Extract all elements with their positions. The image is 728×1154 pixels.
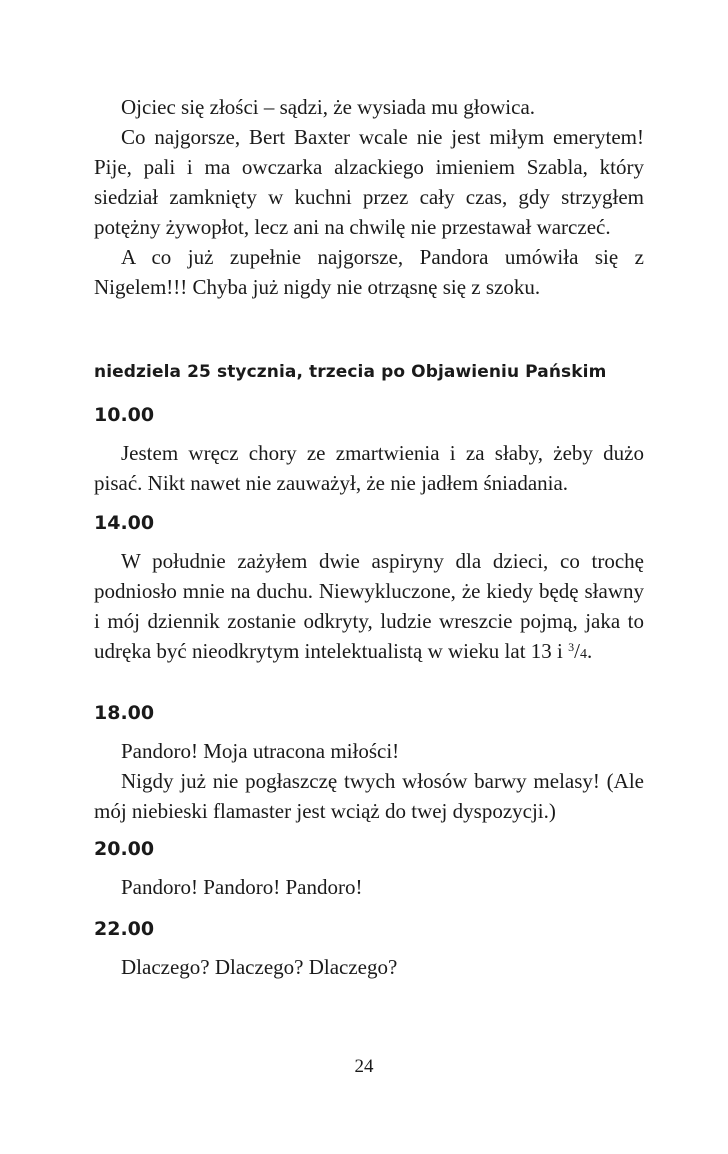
- entry-time: 20.00: [94, 838, 155, 860]
- intro-paragraph-1: Ojciec się złości – sądzi, że wysiada mu głowica.: [121, 95, 536, 119]
- entry-text-main: W południe zażyłem dwie aspiryny dla dzieci, co trochę podniosło mnie na duchu. Niewykluczone, że kiedy będę sławny i mój dziennik zostanie odkryty, ludzie wreszcie pojmą, jaka to udręka być nieodkrytym intelektualistą w wieku lat 13 i: [94, 549, 644, 663]
- entry-2200: [94, 916, 644, 982]
- intro-paragraph-3: A co już zupełnie najgorsze, Pandora umówiła się z Nigelem!!! Chyba już nigdy nie otrząsnę się z szoku.: [94, 245, 644, 299]
- entry-text: W południe zażyłem dwie aspiryny dla dzieci, co trochę podniosło mnie na duchu. Niewykluczone, że kiedy będę sławny i mój dziennik zostanie odkryty, ludzie wreszcie pojmą, jaka to udręka być nieodkrytym intelektualistą w wieku lat 13 i $^3$/4.: [94, 549, 644, 663]
- intro-paragraph-2: Co najgorsze, Bert Baxter wcale nie jest miłym emerytem! Pije, pali i ma owczarka alzackiego imieniem Szabla, który siedział zamknięty w kuchni przez cały czas, gdy strzygłem potężny żywopłot, lecz ani na chwilę nie przestawał warczeć.: [94, 125, 644, 239]
- entry-text-2: Nigdy już nie pogłaszczę twych włosów barwy melasy! (Ale mój niebieski flamaster jest wciąż do twej dyspozycji.): [94, 769, 644, 823]
- entry-time: 22.00: [94, 918, 155, 940]
- day-heading: niedziela 25 stycznia, trzecia po Objawieniu Pańskim: [94, 362, 607, 382]
- day-heading-block: [94, 360, 644, 384]
- entry-text-1: Pandoro! Moja utracona miłości!: [121, 739, 400, 763]
- entry-time: 18.00: [94, 702, 155, 724]
- entry-2000: [94, 836, 644, 902]
- entry-time: 14.00: [94, 512, 155, 534]
- entry-text: Dlaczego? Dlaczego? Dlaczego?: [121, 955, 398, 979]
- entry-text: Jestem wręcz chory ze zmartwienia i za słaby, żeby dużo pisać. Nikt nawet nie zauważył, że nie jadłem śniadania.: [94, 441, 644, 495]
- entry-1400: [94, 510, 644, 666]
- entry-text: Pandoro! Pandoro! Pandoro!: [121, 875, 363, 899]
- entry-time: 10.00: [94, 404, 155, 426]
- intro-section: [94, 92, 644, 302]
- fraction: $^3$/4: [568, 639, 587, 663]
- entry-1800: [94, 700, 644, 826]
- page-number: 24: [354, 1056, 374, 1077]
- entry-1000: [94, 402, 644, 498]
